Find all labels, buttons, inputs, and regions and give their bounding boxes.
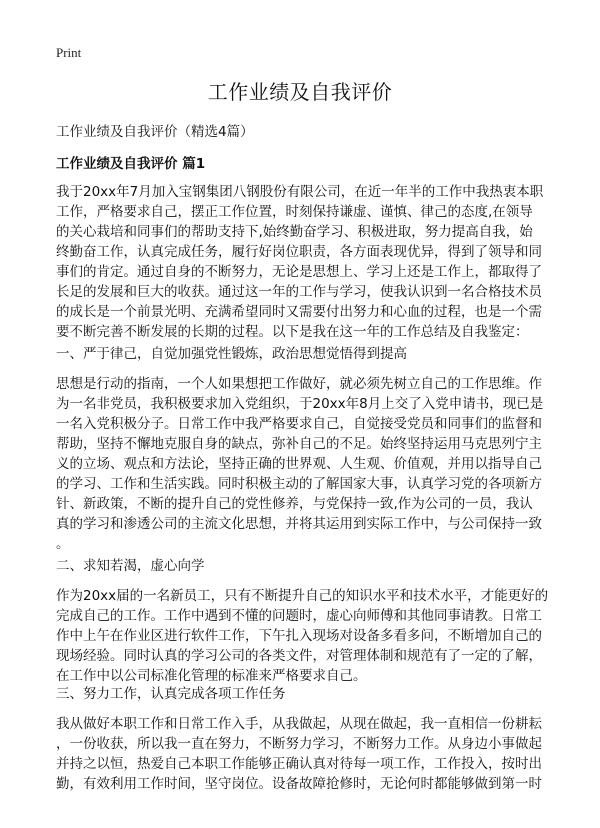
document-subtitle: 工作业绩及自我评价（精选4篇） [56, 124, 254, 140]
text-line: 长足的发展和巨大的收获。通过这一年的工作与学习，使我认识到一名合格技术员 [56, 284, 542, 300]
text-line: 一名入党积极分子。日常工作中我严格要求自己，自觉接受党员和同事们的监督和 [56, 416, 542, 432]
paragraph-3 [56, 714, 556, 794]
text-line: 终勤奋工作，认真完成任务，履行好岗位职责，各方面表现优异，得到了领导和同 [56, 244, 542, 260]
text-line: 事们的肯定。通过自身的不断努力，无论是思想上、学习上还是工作上，都取得了 [56, 264, 542, 280]
text-line: 帮助，坚持不懈地克服自身的缺点，弥补自己的不足。始终坚持运用马克思列宁主 [56, 436, 542, 452]
text-line: 工作，严格要求自己，摆正工作位置，时刻保持谦虚、谨慎、律己的态度,在领导 [56, 204, 533, 220]
text-line: 针、新政策，不断的提升自己的党性修养，与党保持一致,作为公司的一员，我认 [56, 496, 533, 512]
paragraph-2 [56, 586, 556, 686]
text-line: 真的学习和渗透公司的主流文化思想，并将其运用到实际工作中，与公司保持一致 [56, 516, 542, 532]
text-line: 思想是行动的指南，一个人如果想把工作做好，就必须先树立自己的工作思维。作 [56, 376, 542, 392]
sub-heading-2: 二、求知若渴，虚心向学 [56, 558, 205, 574]
paragraph-1 [56, 374, 556, 554]
text-line: 义的立场、观点和方法论，坚持正确的世界观、人生观、价值观，并用以指导自己 [56, 456, 542, 472]
text-line: 现场经验。同时认真的学习公司的各类文件，对管理体制和规范有了一定的了解， [56, 648, 542, 664]
text-line: 的学习、工作和生活实践。同时积极主动的了解国家大事，认真学习党的各项新方 [56, 476, 542, 492]
text-line: 并持之以恒，热爱自己本职工作能够正确认真对待每一项工作，工作投入，按时出 [56, 756, 542, 772]
text-line: 的成长是一个前景光明、充满希望同时又需要付出努力和心血的过程，也是一个需 [56, 304, 542, 320]
text-line: 在工作中以公司标准化管理的标准来严格要求自己。 [56, 668, 367, 684]
text-line: ，一份收获，所以我一直在努力，不断努力学习，不断努力工作。从身边小事做起 [56, 736, 542, 752]
text-line: 勤，有效利用工作时间，坚守岗位。设备故障抢修时，无论何时都能够做到第一时 [56, 776, 542, 792]
text-line: 我从做好本职工作和日常工作入手，从我做起，从现在做起，我一直相信一份耕耘 [56, 716, 542, 732]
text-line: 我于20xx年7月加入宝钢集团八钢股份有限公司，在近一年半的工作中我热衷本职 [56, 184, 544, 200]
text-line: 作为20xx届的一名新员工，只有不断提升自己的知识水平和技术水平，才能更好的 [56, 588, 549, 604]
text-line: 为一名非党员，我积极要求加入党组织，于20xx年8月上交了入党申请书，现已是 [56, 396, 544, 412]
text-line: 的关心栽培和同事们的帮助支持下,始终勤奋学习、积极进取，努力提高自我，始 [56, 224, 533, 240]
sub-heading-3: 三、努力工作，认真完成各项工作任务 [56, 686, 286, 702]
section-heading: 工作业绩及自我评价 篇1 [56, 156, 206, 172]
intro-paragraph [56, 182, 556, 342]
page-title: 工作业绩及自我评价 [207, 80, 393, 104]
sub-heading-1: 一、严于律己，自觉加强党性锻炼，政治思想觉悟得到提高 [56, 346, 407, 362]
text-line: 作中上午在作业区进行软件工作，下午扎入现场对设备多看多问，不断增加自己的 [56, 628, 542, 644]
print-link[interactable]: Print [56, 45, 82, 60]
text-line: 。 [56, 536, 70, 552]
text-line: 要不断完善不断发展的长期的过程。以下是我在这一年的工作总结及自我鉴定： [56, 324, 529, 340]
text-line: 完成自己的工作。工作中遇到不懂的问题时，虚心向师傅和其他同事请教。日常工 [56, 608, 542, 624]
